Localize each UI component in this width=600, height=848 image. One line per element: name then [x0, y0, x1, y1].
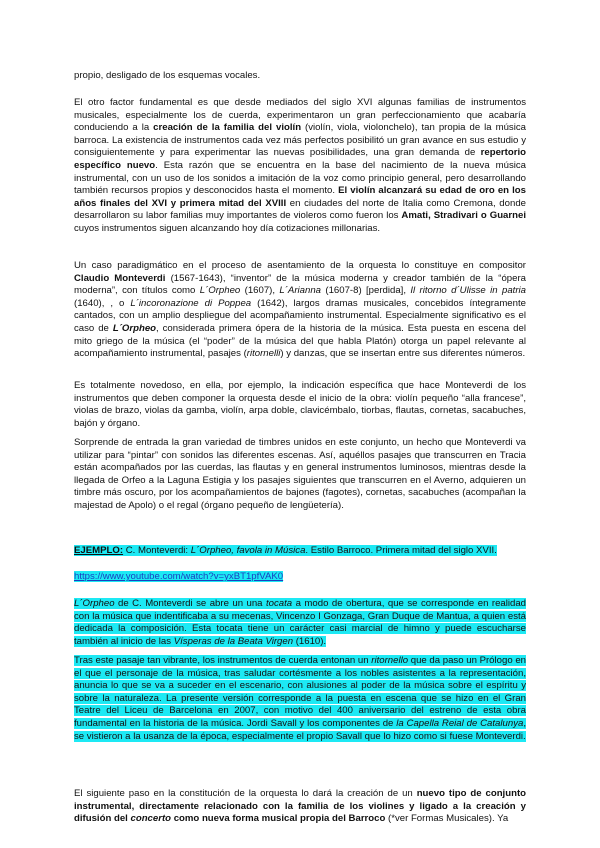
paragraph-prologo: Tras este pasaje tan vibrante, los instrumentos de cuerda entonan un ritornello que da paso un Prólogo en el que el personaje de la música, tras saludar cortésmente a los nobles asistentes a la representación, anuncia lo que se va a suceder en el escenario, con alusiones al poder de la música sobre el espíritu y sobre la naturaleza. La presente versión corresponde a la puesta en escena que se hizo en el Gran Teatre del Liceu de Barcelona en 2007, con motivo del 400 aniversario del estreno de esta obra fundamental en la historia de la música. Jordi Savall y los componentes de la Capella Reial de Catalunya, se vistieron a la usanza de la época, especialmente el propio Savall que lo hizo como si fuese Monteverdi.: [74, 655, 526, 742]
paragraph-timbres: Sorprende de entrada la gran variedad de timbres unidos en este conjunto, un hecho que Monteverdi va utilizar para “pintar” con sonidos las diferentes escenas. Así, aquéllos pasajes que transcurren en Tracia están acompañados por las cuerdas, las flautas y en general instrumentos luminosos, mientras desde la llegada de Orfeo a la Laguna Estigia y los pasajes siguientes que transcurren en el Averno, adquieren un timbre más oscuro, por los acompañamientos de bajones (fagotes), cornetas, sacabuches (acompañan la majestad de Apolo) o el regal (órgano pequeño de lengüetería).: [74, 437, 526, 511]
paragraph-monteverdi: Un caso paradigmático en el proceso de asentamiento de la orquesta lo constituye en compositor Claudio Monteverdi (1567-1643), “inventor” de la música moderna y creador también de la “ópera moderna”, con títulos como L´Orpheo (1607), L´Arianna (1607-8) [perdida], Il ritorno d´Ulisse in patria (1640), , o L´incoronazione di Poppea (1642), largos dramas musicales, concebidos íntegramente cantados, con un amplio despliegue del acompañamiento instrumental. Especialmente significativo es el caso de L´Orpheo, considerada primera ópera de la historia de la música. Esta puesta en escena del mito griego de la música (el “poder” de la música del que habla Platón) otorga un papel relevante al acompañamiento instrumental, pasajes (ritornelli) y danzas, que se insertan entre sus diferentes números.: [74, 260, 526, 360]
paragraph-violin-family: El otro factor fundamental es que desde mediados del siglo XVI algunas familias de instrumentos musicales, especialmente los de cuerda, experimentaron un gran perfeccionamiento que acabaría conduciendo a la creación de la familia del violín (violín, viola, violonchelo), tan propia de la música barroca. La existencia de instrumentos cada vez más perfectos posibilitó un gran avance en sus estudio y consiguientemente y para experimentar las nuevas posibilidades, una gran demanda de repertorio específico nuevo. Esta razón que se encuentra en la base del nacimiento de la nueva música instrumental, con un uso de los sonidos a imitación de la voz como principio general, pero desarrollando también recursos propios y desconocidos hasta el momento. El violín alcanzará su edad de oro en los años finales del XVI y primera mitad del XVIII en ciudades del norte de Italia como Cremona, donde desarrollaron su labor familias muy importantes de violeros como fueron los Amati, Stradivari o Guarnei cuyos instrumentos siguen alcanzando hoy día cotizaciones millonarias.: [74, 97, 527, 234]
example-heading: EJEMPLO: C. Monteverdi: L´Orpheo, favola in Música. Estilo Barroco. Primera mitad del siglo XVII.: [74, 545, 497, 556]
paragraph-concerto: El siguiente paso en la constitución de la orquesta lo dará la creación de un nuevo tipo de conjunto instrumental, directamente relacionado con la familia de los violines y ligado a la creación y difusión del concerto como nueva forma musical propia del Barroco (*ver Formas Musicales). Ya: [74, 788, 526, 825]
paragraph-tocata: L´Orpheo de C. Monteverdi se abre un una tocata a modo de obertura, que se corresponde en realidad con la música que indentificaba a su mecenas, Vincenzo I Gonzaga, Gran Duque de Mantua, a quien está dedicada la composición. Esta tocata tiene un carácter casi marcial de himno y puede escucharse también al inicio de las Vísperas de la Beata Virgen (1610).: [74, 598, 527, 647]
paragraph-intro-end: propio, desligado de los esquemas vocales.: [74, 70, 261, 81]
youtube-link[interactable]: https://www.youtube.com/watch?v=yxBT1pfVAK0: [74, 571, 284, 582]
paragraph-instruments: Es totalmente novedoso, en ella, por ejemplo, la indicación específica que hace Monteverdi de los instrumentos que deben componer la orquesta desde el inicio de la obra: violín pequeño “alla francese”, violas de brazo, violas da gamba, violín, arpa doble, clavicémbalo, tiorbas, flautas, cornetas, sacabuches, bajón y órgano.: [74, 380, 526, 429]
youtube-link-line: [74, 571, 526, 584]
